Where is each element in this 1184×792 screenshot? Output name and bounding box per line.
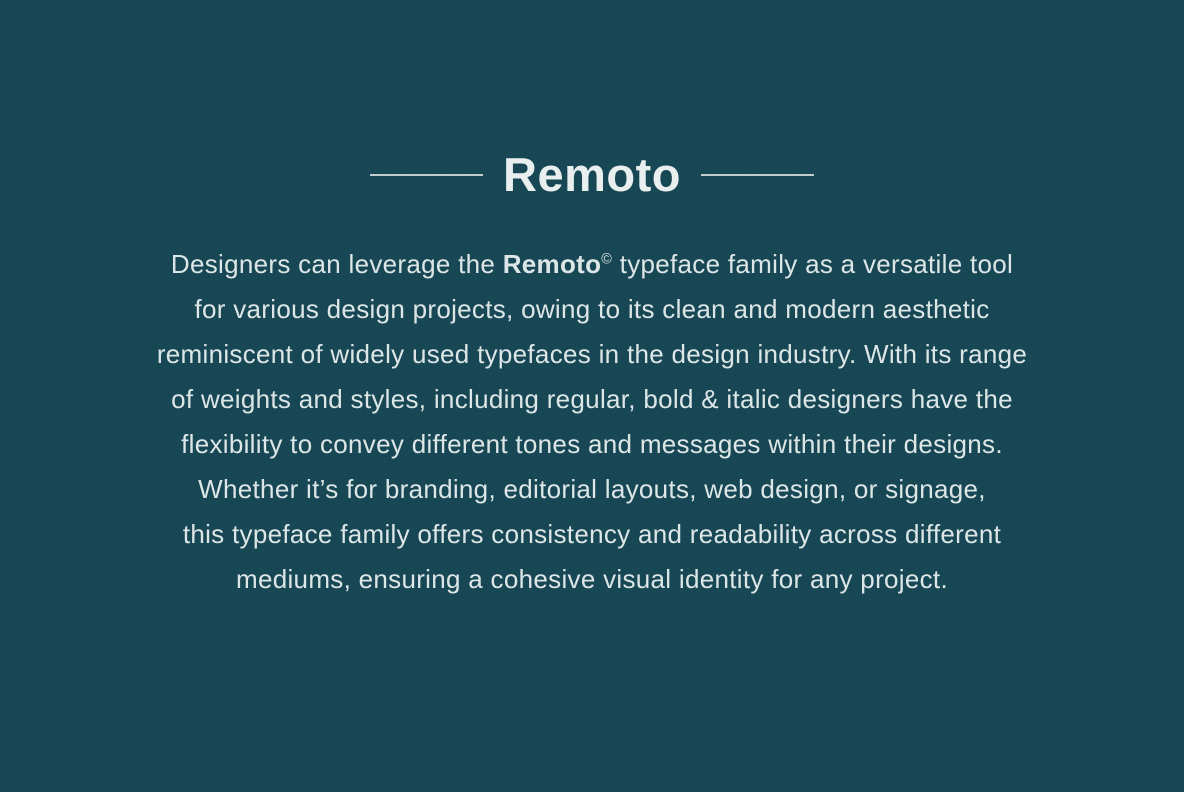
title-row <box>370 148 814 202</box>
paragraph-line: flexibility to convey different tones and messages within their designs. <box>181 429 1003 459</box>
paragraph-line: this typeface family offers consistency and readability across different <box>182 519 1002 549</box>
paragraph-line: reminiscent of widely used typefaces in the design industry. With its range <box>156 339 1028 369</box>
paragraph-line <box>92 242 1092 287</box>
paragraph-line: Whether it’s for branding, editorial layouts, web design, or signage, <box>198 474 986 504</box>
title-rule-right <box>701 174 814 176</box>
paragraph-line: for various design projects, owing to its clean and modern aesthetic <box>194 294 990 324</box>
line1-suffix: typeface family as a versatile tool <box>612 249 1014 279</box>
copyright-mark: © <box>601 251 613 268</box>
page-title: Remoto <box>503 148 681 201</box>
paragraph-line: mediums, ensuring a cohesive visual identity for any project. <box>236 564 948 594</box>
line1-prefix: Designers can leverage the <box>170 249 503 279</box>
paragraph-line: of weights and styles, including regular, bold & italic designers have the <box>171 384 1013 414</box>
description-paragraph <box>92 242 1092 602</box>
title-rule-left <box>370 174 483 176</box>
brand-name: Remoto <box>502 249 602 279</box>
